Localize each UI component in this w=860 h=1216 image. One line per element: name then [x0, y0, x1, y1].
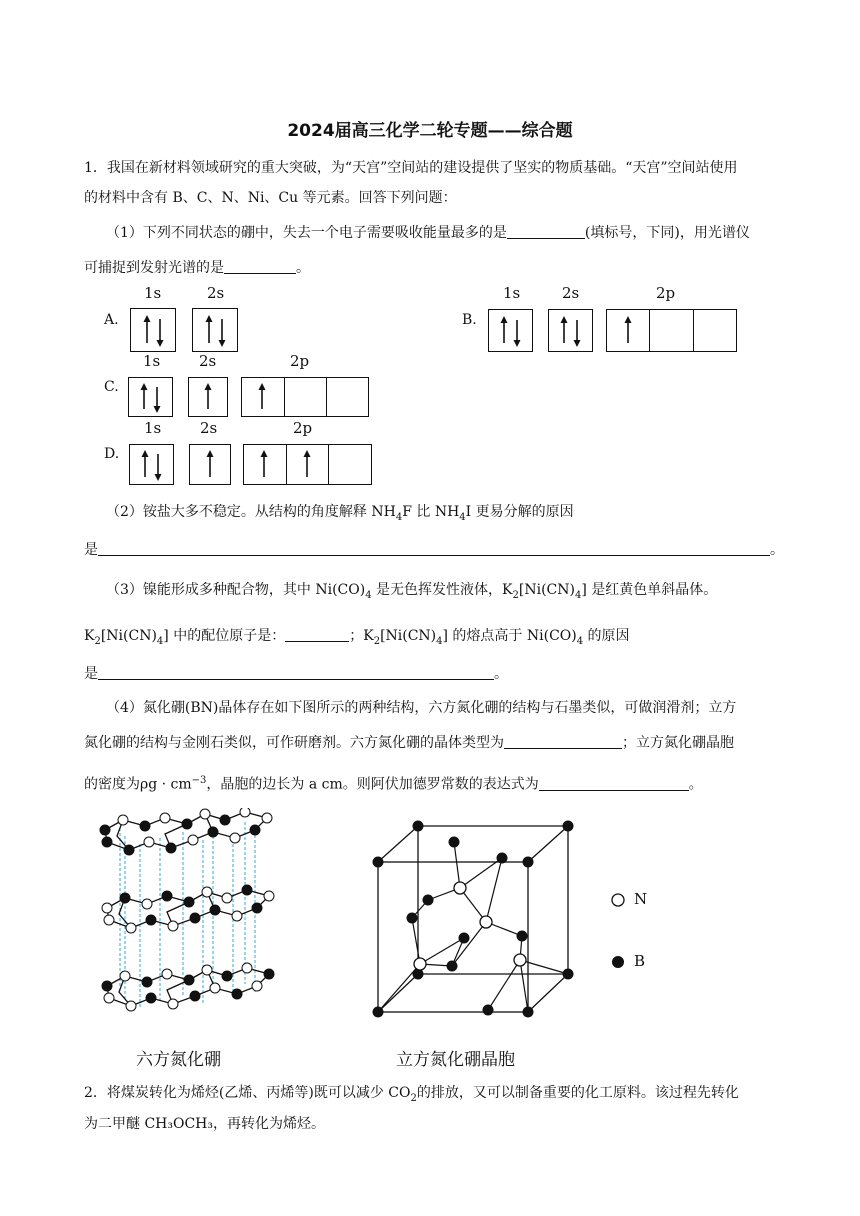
n-atom — [264, 891, 274, 901]
n-atom — [240, 808, 250, 817]
up-down-arrow-icon — [193, 309, 239, 353]
q1-part4-line-2 — [84, 733, 734, 753]
b-atom — [102, 837, 112, 847]
answer-blank-1[interactable] — [507, 224, 585, 239]
hexagonal-bn-caption: 六方氮化硼 — [136, 1050, 221, 1070]
q1-part4-text-d: 的密度为ρg · cm — [84, 776, 192, 793]
up-down-arrow-icon — [131, 309, 177, 353]
n-atom — [168, 921, 178, 931]
q1-part1-text-b: (填标号，下同)，用光谱仪 — [584, 225, 750, 241]
option-d-orbital-2s: 2s — [200, 419, 218, 437]
up-down-arrow-icon — [489, 310, 534, 353]
subscript: 2 — [410, 1092, 417, 1104]
q1-part1-line-2 — [84, 258, 310, 278]
answer-blank-6[interactable] — [504, 734, 622, 749]
b-atom — [250, 825, 260, 835]
b-atom — [120, 893, 130, 903]
n-legend-icon — [610, 892, 626, 908]
answer-blank-3[interactable] — [98, 541, 770, 556]
n-atom — [126, 1001, 136, 1011]
n-atom — [104, 993, 114, 1003]
q1-part3-text-a: （3）镍能形成多种配合物，其中 Ni(CO) — [106, 582, 366, 598]
q1-part4-end: 。 — [688, 776, 703, 793]
b-atom — [563, 821, 574, 832]
up-down-arrow-icon — [129, 378, 174, 418]
b-atom — [373, 1007, 384, 1018]
b-atom — [182, 819, 192, 829]
up-arrow-icon — [190, 445, 232, 486]
subscript: 4 — [156, 635, 164, 647]
b-atom — [483, 1005, 494, 1016]
option-a-box-2s — [192, 308, 238, 352]
answer-blank-2[interactable] — [224, 259, 296, 274]
up-arrow-icon — [607, 310, 651, 353]
subscript: 2 — [512, 589, 519, 601]
q1-part4-line-3 — [84, 771, 703, 795]
q1-part4-text-c: ；立方氮化硼晶胞 — [622, 735, 734, 751]
q1-part3-text-d: ] 是红黄色单斜晶体。 — [581, 582, 718, 598]
option-b-orbital-1s: 1s — [503, 284, 521, 302]
option-d-box-2p-1 — [243, 444, 287, 485]
q1-intro-line-1: 1．我国在新材料领域研究的重大突破，为“天宫”空间站的建设提供了坚实的物质基础。“天宫”空间站使用 — [84, 160, 738, 176]
n-atom — [120, 971, 130, 981]
q1-part3-text-l: 是 — [84, 666, 98, 682]
legend-b-label: B — [634, 952, 646, 970]
b-atom — [264, 969, 274, 979]
option-d-orbital-1s: 1s — [144, 419, 162, 437]
n-atom — [188, 835, 198, 845]
q1-part4-text-b: 氮化硼的结构与金刚石类似，可作研磨剂。六方氮化硼的晶体类型为 — [84, 735, 504, 751]
n-atom — [162, 969, 172, 979]
b-atom — [497, 853, 508, 864]
up-arrow-icon — [189, 378, 229, 418]
q1-intro-line-2: 的材料中含有 B、C、N、Ni、Cu 等元素。回答下列问题： — [84, 190, 457, 206]
subscript: 2 — [373, 635, 381, 647]
option-c-box-2s — [188, 377, 228, 417]
option-d-box-2p-3 — [328, 444, 372, 485]
n-atom — [104, 915, 114, 925]
subscript: 4 — [436, 635, 443, 647]
subscript: 2 — [94, 635, 101, 647]
q1-part2-line-1 — [106, 502, 574, 528]
n-atom — [414, 958, 426, 970]
b-atom — [102, 981, 112, 991]
q1-part2-text-a: （2）铵盐大多不稳定。从结构的角度解释 NH — [106, 504, 396, 520]
q1-part3-text-f: [Ni(CN) — [100, 628, 157, 644]
b-atom — [210, 905, 220, 915]
b-atom — [449, 837, 460, 848]
q1-part3-text-g: ] 中的配位原子是： — [163, 628, 286, 644]
option-a-orbital-2s: 2s — [207, 284, 225, 302]
legend-n-label: N — [634, 890, 648, 908]
b-atom — [413, 821, 424, 832]
q1-part1-line-1 — [106, 223, 750, 243]
option-d-label: D. — [104, 446, 120, 462]
option-b-box-2p-3 — [693, 309, 737, 352]
b-atom — [252, 903, 262, 913]
option-d-box-2s — [189, 444, 231, 485]
b-atom — [407, 913, 418, 924]
option-c-box-2p-1 — [241, 377, 285, 417]
b-atom — [190, 991, 200, 1001]
up-arrow-icon — [244, 445, 288, 486]
option-d-box-2p-2 — [286, 444, 329, 485]
n-atom — [142, 899, 152, 909]
b-atom — [459, 933, 470, 944]
subscript: 4 — [576, 635, 584, 647]
b-atom — [162, 891, 172, 901]
b-atom — [242, 885, 252, 895]
b-atom — [146, 993, 156, 1003]
b-atom — [184, 897, 194, 907]
option-c-orbital-1s: 1s — [143, 352, 161, 370]
option-b-label: B. — [462, 312, 477, 328]
b-atom — [423, 895, 434, 906]
b-atom — [220, 815, 230, 825]
q1-part3-text-k: 的原因 — [583, 628, 630, 644]
b-legend-icon — [610, 954, 626, 970]
n-atom — [480, 916, 492, 928]
q1-part3-text-b: 是无色挥发性液体，K — [371, 582, 513, 598]
q2-text-b: 的排放，又可以制备重要的化工原料。该过程先转化 — [416, 1085, 739, 1101]
subscript: 4 — [574, 589, 582, 601]
up-down-arrow-icon — [130, 445, 175, 486]
up-arrow-icon — [287, 445, 330, 486]
q1-part3-line-2 — [84, 626, 630, 652]
b-atom — [517, 931, 528, 942]
n-atom — [242, 963, 252, 973]
b-atom — [523, 857, 534, 868]
n-atom — [514, 954, 526, 966]
hexagonal-bn-structure-figure — [95, 808, 285, 1030]
option-c-label: C. — [104, 379, 119, 395]
b-atom — [190, 913, 200, 923]
b-atom — [124, 845, 134, 855]
b-atom — [142, 977, 152, 987]
option-c-orbital-2p: 2p — [290, 352, 310, 370]
option-a-label: A. — [104, 312, 119, 328]
n-atom — [210, 983, 220, 993]
option-c-box-2p-2 — [284, 377, 327, 417]
q1-part4-text-e: ，晶胞的边长为 a cm。则阿伏加德罗常数的表达式为 — [206, 776, 539, 793]
cube-edges — [378, 826, 568, 1012]
q1-part1-text-c: 可捕捉到发射光谱的是 — [84, 260, 224, 276]
q2-line-2: 为二甲醚 CH₃OCH₃，再转化为烯烃。 — [84, 1116, 325, 1132]
subscript: 4 — [395, 511, 403, 523]
cubic-bn-unit-cell-figure — [368, 812, 578, 1022]
option-c-box-1s — [128, 377, 173, 417]
n-atom — [168, 999, 178, 1009]
up-down-arrow-icon — [549, 310, 594, 353]
option-b-orbital-2p: 2p — [656, 284, 676, 302]
q1-part3-text-i: [Ni(CN) — [380, 628, 437, 644]
subscript: 4 — [459, 511, 466, 523]
q1-part3-text-e: K — [84, 628, 95, 644]
b-atom — [447, 961, 458, 972]
q1-part2-text-d: 是 — [84, 542, 98, 558]
q2-line-1 — [84, 1083, 739, 1109]
q1-part1-end: 。 — [296, 260, 310, 276]
superscript: −3 — [191, 775, 207, 786]
n-atom — [202, 965, 212, 975]
b-atom — [373, 857, 384, 868]
q1-part3-text-j: ] 的熔点高于 Ni(CO) — [442, 628, 577, 644]
n-atom — [454, 882, 466, 894]
q1-part2-text-b: F 比 NH — [402, 504, 460, 520]
n-atom — [252, 981, 262, 991]
cubic-bn-caption: 立方氮化硼晶胞 — [396, 1050, 515, 1070]
answer-blank-7[interactable] — [539, 776, 689, 791]
n-atom — [160, 813, 170, 823]
option-a-box-1s — [130, 308, 176, 352]
b-atom — [184, 975, 194, 985]
n-atom — [232, 911, 242, 921]
n-atom — [102, 903, 112, 913]
option-c-orbital-2s: 2s — [199, 352, 217, 370]
q1-part3-text-h: ；K — [349, 628, 374, 644]
page-title: 2024届高三化学二轮专题——综合题 — [287, 121, 573, 141]
b-atom — [140, 821, 150, 831]
q1-part1-text-a: （1）下列不同状态的硼中，失去一个电子需要吸收能量最多的是 — [106, 225, 507, 241]
n-atom — [200, 809, 210, 819]
q1-part3-line-1 — [106, 580, 717, 606]
option-c-box-2p-3 — [326, 377, 369, 417]
up-arrow-icon — [242, 378, 286, 418]
q1-part3-line-3 — [84, 664, 508, 684]
b-atom — [100, 825, 110, 835]
q1-part2-text-c: I 更易分解的原因 — [465, 504, 574, 520]
option-b-box-2p-2 — [649, 309, 694, 352]
n-atom — [222, 893, 232, 903]
option-b-orbital-2s: 2s — [562, 284, 580, 302]
b-atom — [166, 843, 176, 853]
option-b-box-1s — [488, 309, 533, 352]
answer-blank-5[interactable] — [98, 665, 494, 680]
q2-text-a: 2．将煤炭转化为烯烃(乙烯、丙烯等)既可以减少 CO — [84, 1085, 411, 1101]
tetrahedral-bonds — [378, 842, 568, 1012]
b-atom — [523, 1007, 534, 1018]
n-atom — [144, 837, 154, 847]
n-atom — [202, 887, 212, 897]
q1-part4-line-1: （4）氮化硼(BN)晶体存在如下图所示的两种结构，六方氮化硼的结构与石墨类似，可做润滑剂；立方 — [106, 700, 737, 716]
answer-blank-4[interactable] — [285, 627, 349, 642]
b-atom — [563, 969, 574, 980]
q1-part3-end: 。 — [494, 666, 508, 682]
option-b-box-2p-1 — [606, 309, 650, 352]
option-d-box-1s — [129, 444, 174, 485]
option-a-orbital-1s: 1s — [144, 284, 162, 302]
n-atom — [118, 815, 128, 825]
n-atom — [262, 813, 272, 823]
n-atom — [230, 833, 240, 843]
q1-part2-line-2 — [84, 540, 784, 560]
subscript: 4 — [365, 589, 372, 601]
option-b-box-2s — [548, 309, 593, 352]
atoms — [100, 808, 274, 1011]
b-atom — [208, 827, 218, 837]
q1-part3-text-c: [Ni(CN) — [518, 582, 575, 598]
n-atom — [126, 923, 136, 933]
b-atom — [232, 989, 242, 999]
q1-part2-end: 。 — [770, 542, 784, 558]
b-atom — [222, 971, 232, 981]
b-atom — [146, 915, 156, 925]
option-d-orbital-2p: 2p — [293, 419, 313, 437]
